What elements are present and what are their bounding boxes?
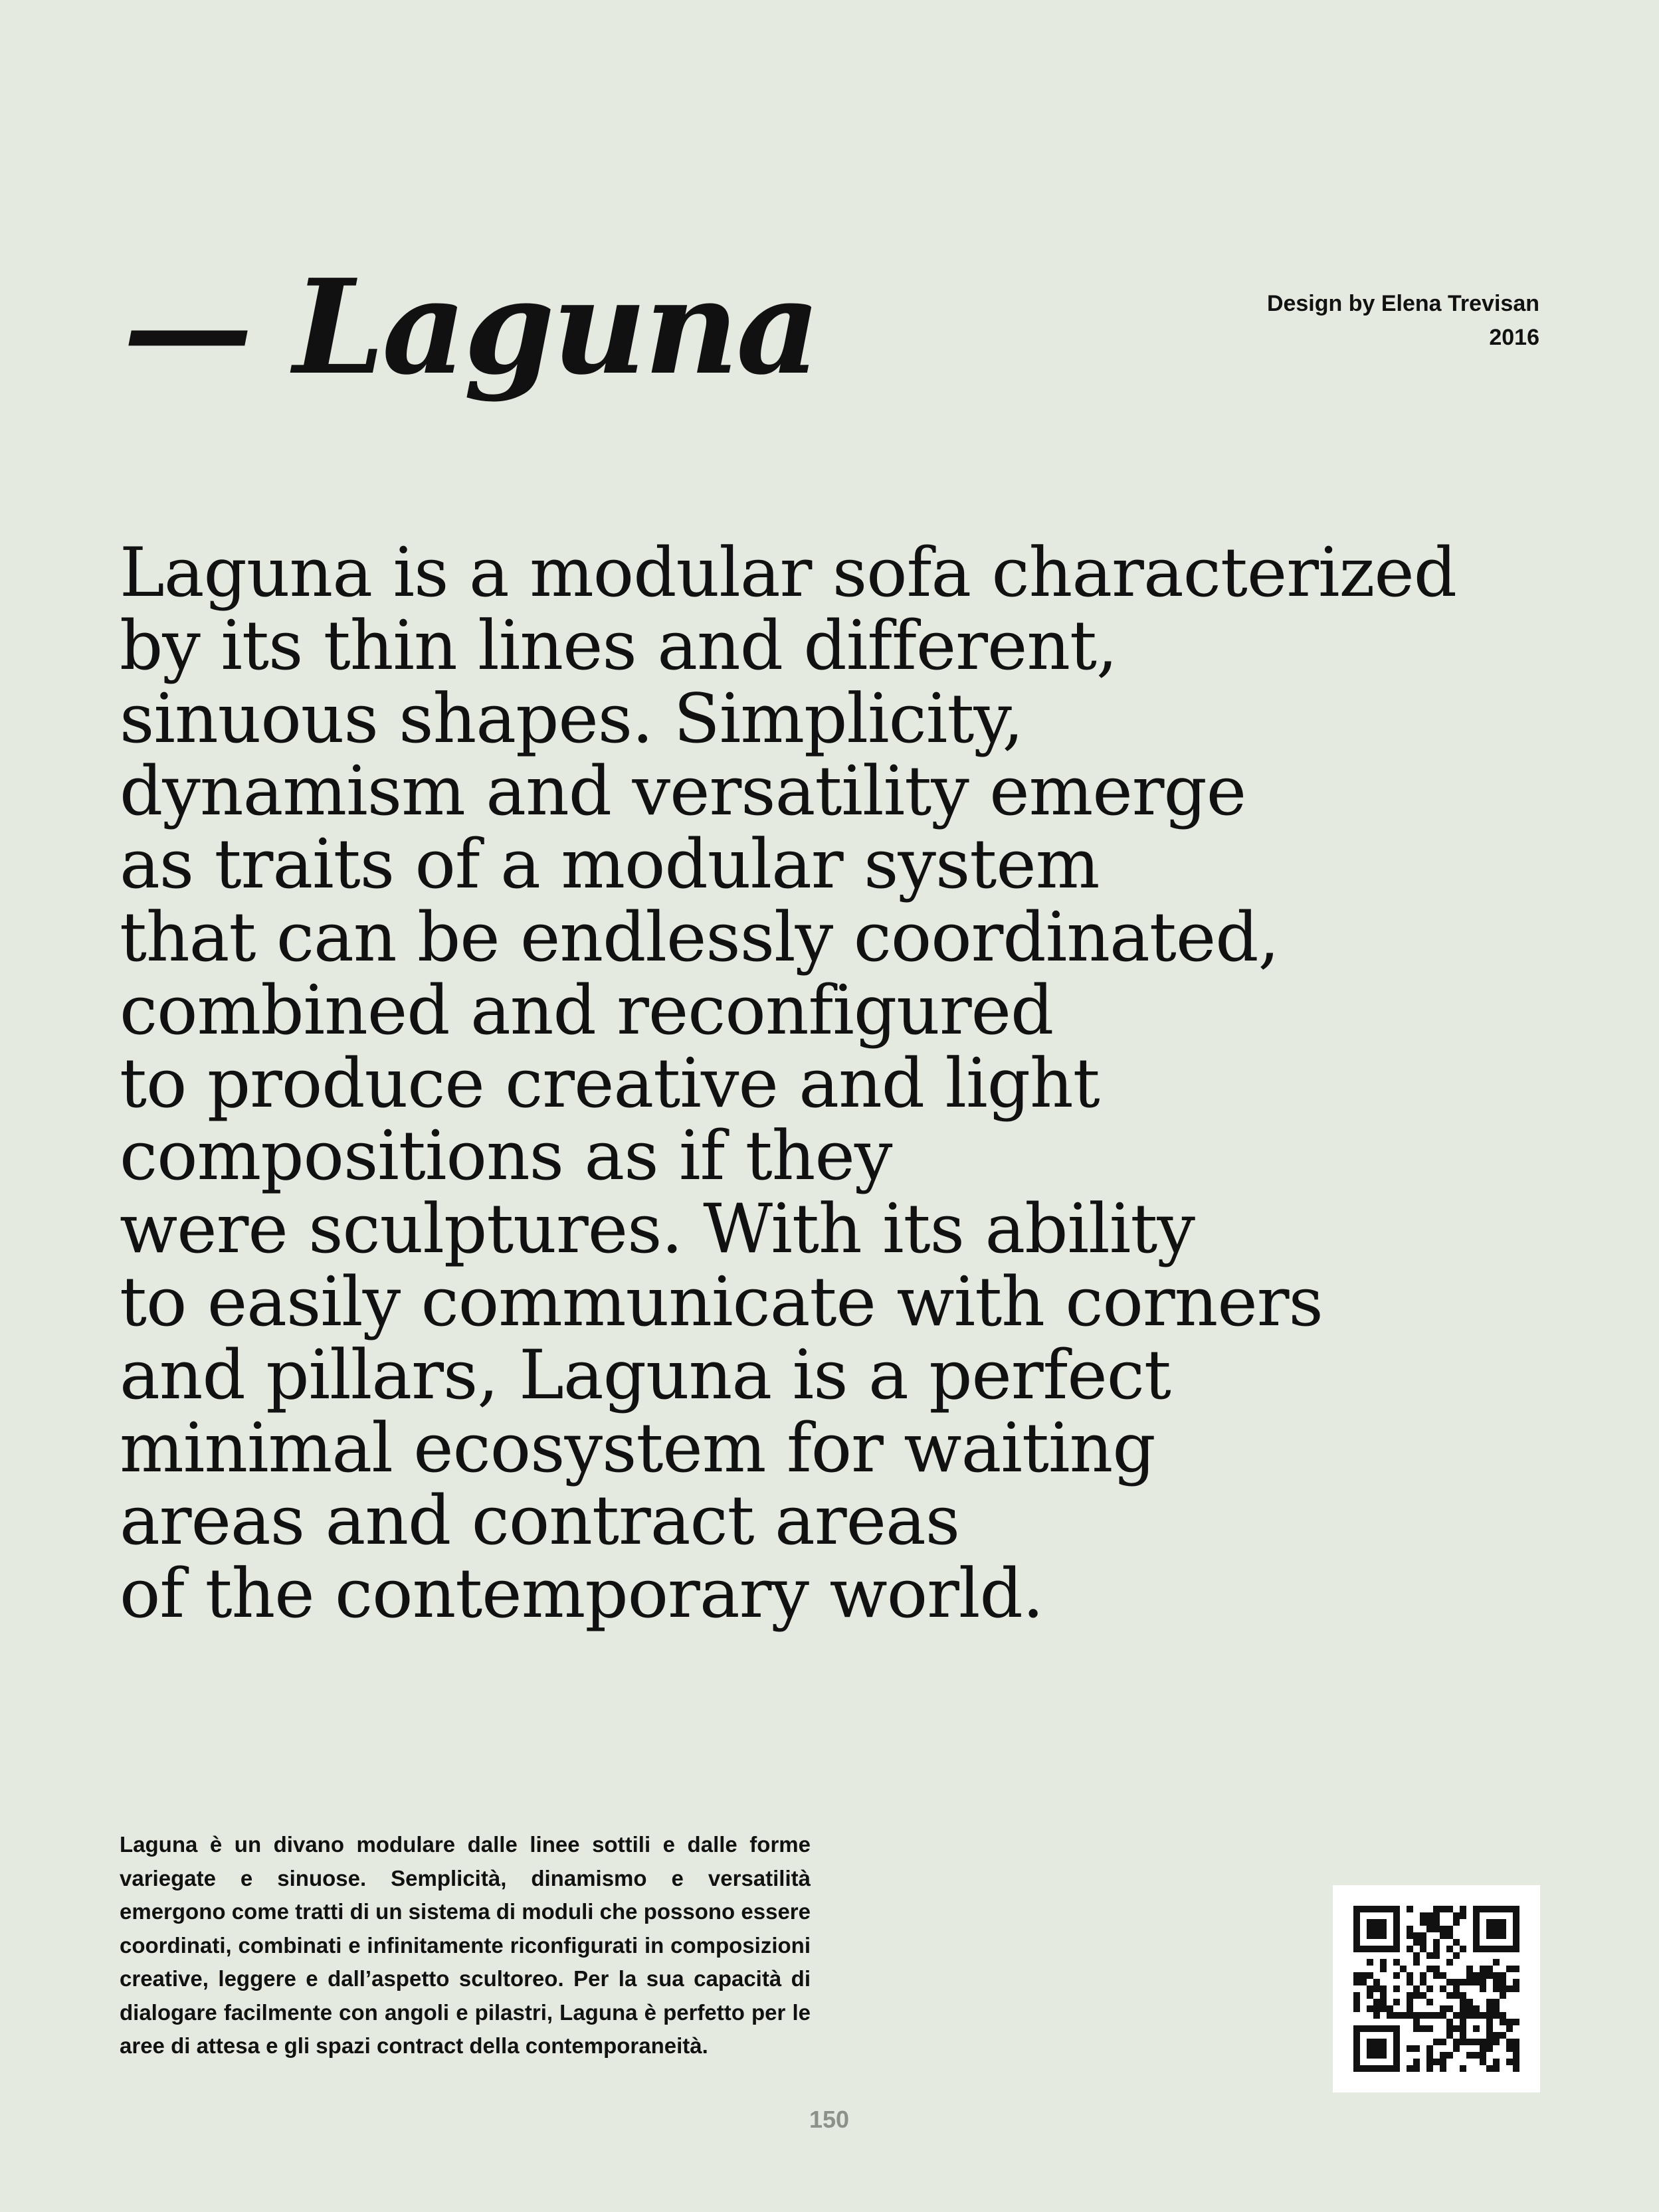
qr-code-icon[interactable] — [1333, 1885, 1540, 2092]
description-line: compositions as if they — [120, 1117, 892, 1196]
description-line: areas and contract areas — [120, 1481, 960, 1561]
english-description — [120, 533, 1568, 1634]
description-line: of the contemporary world. — [120, 1554, 1044, 1634]
description-line: to produce creative and light — [120, 1044, 1100, 1123]
design-credits — [1267, 287, 1539, 355]
description-line: combined and reconfigured — [120, 970, 1054, 1050]
description-line: Laguna is a modular sofa characterized — [120, 533, 1457, 612]
page-number: 150 — [809, 2106, 850, 2133]
description-line: dynamism and versatility emerge — [120, 752, 1246, 832]
description-line: were sculptures. With its ability — [120, 1190, 1195, 1269]
description-line: sinuous shapes. Simplicity, — [120, 679, 1023, 759]
description-line: by its thin lines and different, — [120, 606, 1118, 686]
qr-code-graphic — [1333, 1885, 1540, 2092]
design-year: 2016 — [1489, 325, 1539, 350]
description-line: and pillars, Laguna is a perfect — [120, 1335, 1171, 1415]
designer-credit: Design by Elena Trevisan — [1266, 291, 1539, 316]
description-line: that can be endlessly coordinated, — [120, 897, 1279, 977]
description-line: to easily communicate with corners — [120, 1262, 1323, 1342]
page-title: — Laguna — [123, 251, 819, 404]
description-line: as traits of a modular system — [120, 825, 1100, 905]
italian-description: Laguna è un divano modulare dalle linee sottili e dalle forme variegate e sinuose. Semplicità, dinamismo e versatilità emergono come tratti di un sistema di moduli che possono essere coordinati, combinati e infinitamente riconfigurati in composizioni creative, leggere e dall’aspetto scultoreo. Per la sua capacità di dialogare facilmente con angoli e pilastri, Laguna è perfetto per le aree di attesa e gli spazi contract della contemporaneità. — [120, 1832, 811, 2058]
description-line: minimal ecosystem for waiting — [120, 1408, 1155, 1488]
